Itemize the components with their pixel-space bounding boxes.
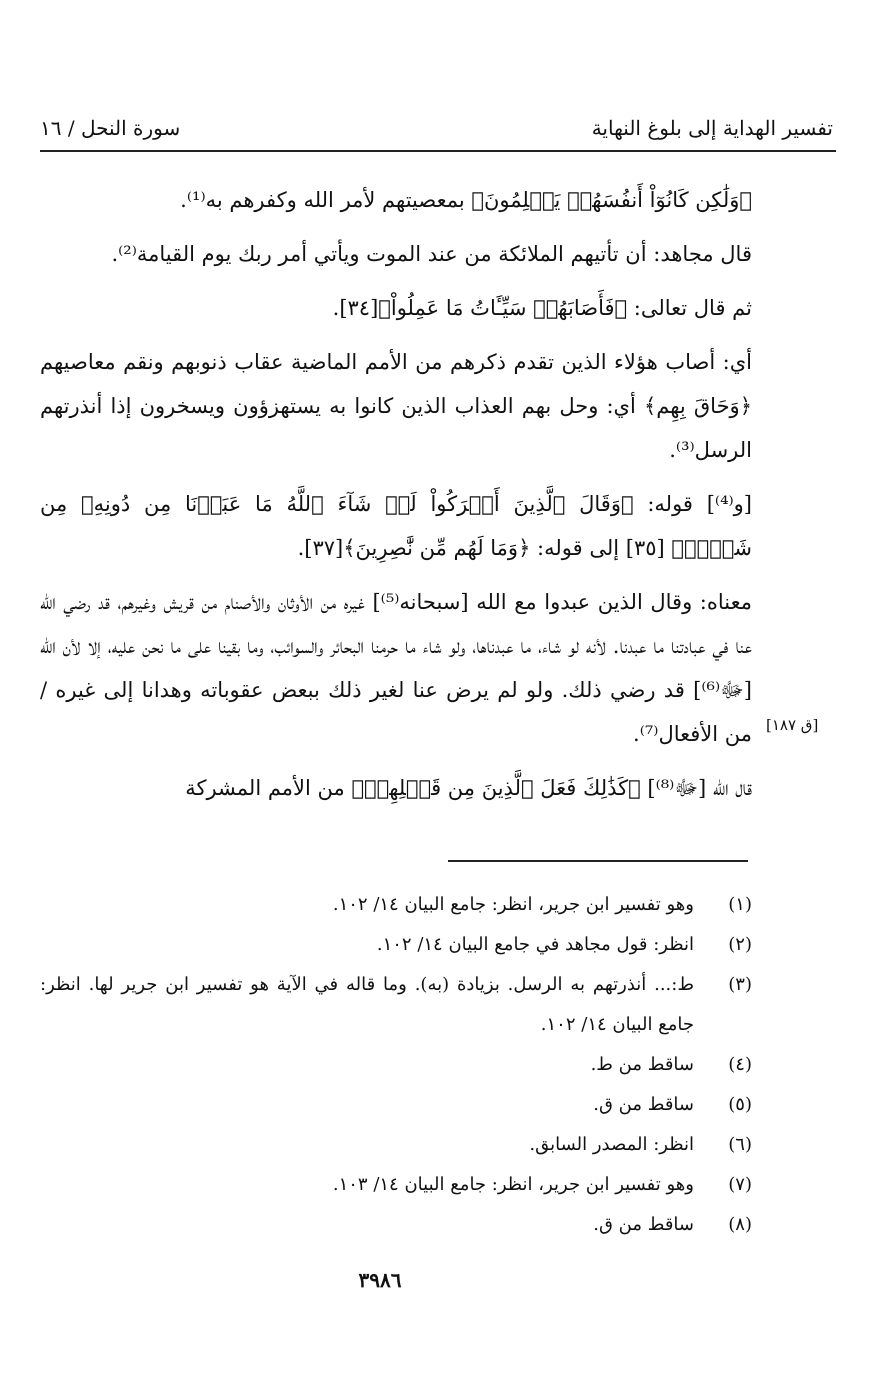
main-text: [40, 178, 752, 820]
paragraph-4: أي: أصاب هؤلاء الذين تقدم ذكرهم من الأمم الماضية عقاب ذنوبهم ونقم معاصيهم ﴿وَحَاقَ بِهِم﴾ أي: وحل بهم العذاب الذين كانوا به يستهزؤون ويسخرون إذا أنذرتهم الرسل⁽³⁾.: [40, 350, 752, 462]
footnote: [40, 925, 752, 965]
paragraph-3: ثم قال تعالى: ﴿فَأَصَابَهُمۡ سَيِّـَٔاتُ مَا عَمِلُواْ﴾[٣٤].: [332, 296, 752, 320]
paragraph-1: ﴿وَلَٰكِن كَانُوٓاْ أَنفُسَهُمۡ يَظۡلِمُونَ﴾ بمعصيتهم لأمر الله وكفرهم به⁽¹⁾.: [180, 188, 752, 212]
footnote-number: (١): [728, 894, 752, 915]
footnote: [40, 1165, 752, 1205]
footnote-number: (٢): [728, 934, 752, 955]
footnote-text: ساقط من ط.: [590, 1054, 694, 1075]
footnote-number: (٧): [728, 1174, 752, 1195]
header-rule: [40, 150, 836, 152]
paragraph-6: معناه: وقال الذين عبدوا مع الله [سبحانه⁽⁵⁾] غيره من الأوثان والأصنام من قريش وغيرهم، قد رضي الله عنا في عبادتنا ما عبدنا. لأنه لو شاء، ما عبدناها، ولو شاء ما حرمنا البحائر والسوائب، وما بقينا على ما نحن عليه، إلا لأن الله [ﷻ⁽⁶⁾] قد رضي ذلك. ولو لم يرض عنا لغير ذلك ببعض عقوباته وهدانا إلى غيره / من الأفعال⁽⁷⁾.: [40, 590, 752, 746]
paragraph-2: قال مجاهد: أن تأتيهم الملائكة من عند الموت ويأتي أمر ربك يوم القيامة⁽²⁾.: [111, 242, 752, 266]
paragraph-7: قال الله [ﷻ⁽⁸⁾] ﴿كَذَٰلِكَ فَعَلَ ٱلَّذِينَ مِن قَبۡلِهِمۡ﴾ من الأمم المشركة: [185, 776, 752, 800]
footnote-number: (٦): [728, 1134, 752, 1155]
footnote-number: (٨): [728, 1214, 752, 1235]
footnote-text: وهو تفسير ابن جرير، انظر: جامع البيان ١٤/ ١٠٢.: [332, 894, 694, 915]
footnotes: [40, 885, 752, 1245]
footnote-number: (٣): [728, 974, 752, 995]
footnote: [40, 965, 752, 1045]
footnote-text: انظر: المصدر السابق.: [529, 1134, 694, 1155]
paragraph-5: [و⁽⁴⁾] قوله: ﴿وَقَالَ ٱلَّذِينَ أَشۡرَكُواْ لَوۡ شَآءَ ٱللَّهُ مَا عَبَدۡنَا مِن دُونِهِۦ مِن شَيۡءٖ﴾ [٣٥] إلى قوله: ﴿وَمَا لَهُم مِّن نَّٰصِرِينَ﴾[٣٧].: [40, 492, 752, 560]
footnote: [40, 1045, 752, 1085]
running-header: [40, 112, 833, 148]
book-title: تفسير الهداية إلى بلوغ النهاية: [591, 116, 833, 140]
footnote-number: (٥): [728, 1094, 752, 1115]
footnote: [40, 885, 752, 925]
surah-page-label: سورة النحل / ١٦: [40, 116, 181, 140]
footnote: [40, 1205, 752, 1245]
footnote: [40, 1085, 752, 1125]
footnote-text: وهو تفسير ابن جرير، انظر: جامع البيان ١٤/ ١٠٣.: [332, 1174, 694, 1195]
footnote-rule: [448, 860, 748, 862]
footnote-text: ساقط من ق.: [593, 1094, 694, 1115]
footnote-number: (٤): [728, 1054, 752, 1075]
footnote-text: ط:... أنذرتهم به الرسل. بزيادة (به). وما قاله في الآية هو تفسير ابن جرير لها. انظر: جامع البيان ١٤/ ١٠٢.: [40, 974, 694, 1035]
manuscript-folio-note: [ق ١٨٧]: [766, 716, 819, 734]
page-number: ٣٩٨٦: [358, 1268, 402, 1292]
footnote: [40, 1125, 752, 1165]
footnote-text: انظر: قول مجاهد في جامع البيان ١٤/ ١٠٢.: [376, 934, 694, 955]
footnote-text: ساقط من ق.: [593, 1214, 694, 1235]
